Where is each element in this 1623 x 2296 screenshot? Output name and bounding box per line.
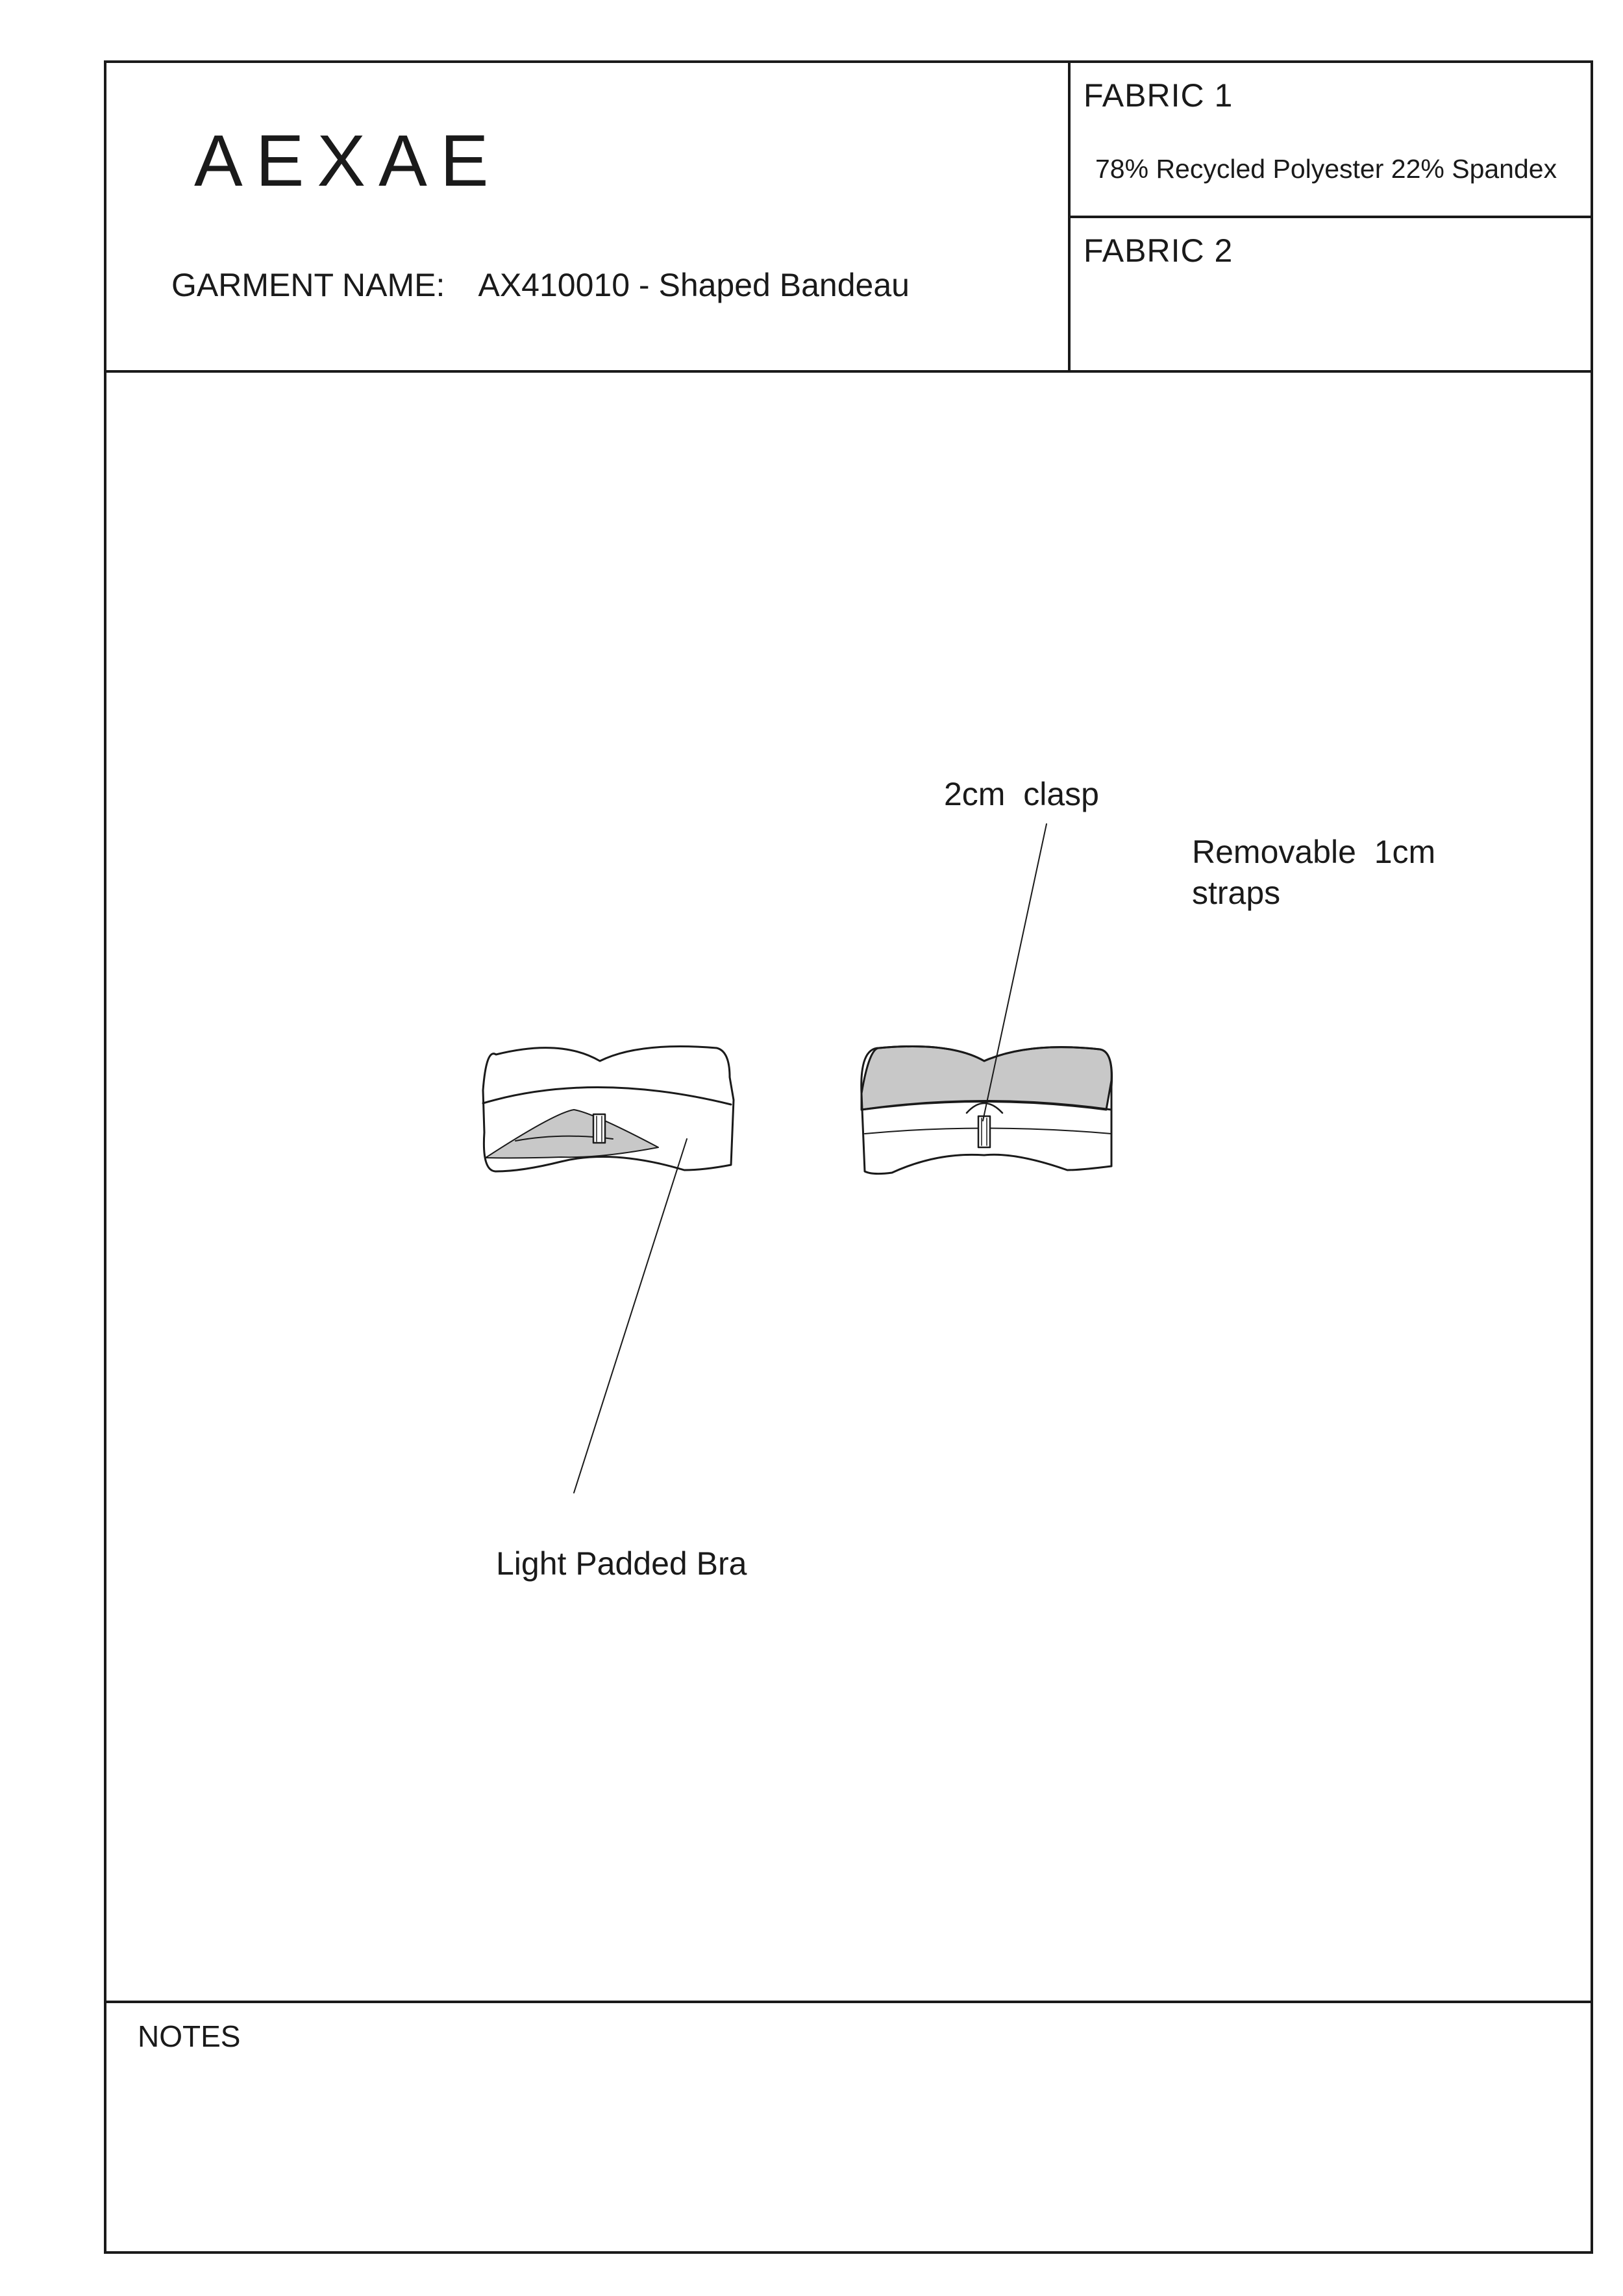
fabric2-title: FABRIC 2 bbox=[1084, 232, 1233, 269]
garment-name-value: AX410010 - Shaped Bandeau bbox=[478, 267, 910, 303]
notes-title: NOTES bbox=[138, 2019, 241, 2053]
clasp-callout: 2cm clasp bbox=[944, 776, 1099, 812]
garment-drawing-area bbox=[106, 373, 1591, 2001]
front-cup-seam bbox=[483, 1087, 731, 1104]
padding-leader-line bbox=[574, 1139, 687, 1493]
back-clasp-icon bbox=[978, 1116, 990, 1147]
front-clasp-icon bbox=[593, 1114, 605, 1143]
front-view-bandeau bbox=[483, 1047, 734, 1172]
straps-callout bbox=[1192, 832, 1435, 913]
notes-section bbox=[106, 2001, 1591, 2251]
straps-callout-line1: Removable 1cm bbox=[1192, 834, 1436, 870]
header bbox=[106, 63, 1591, 373]
back-view-bandeau bbox=[861, 1047, 1112, 1174]
fabric2-box bbox=[1071, 218, 1591, 370]
fabric1-title: FABRIC 1 bbox=[1084, 77, 1233, 114]
brand-logo: AEXAE bbox=[194, 120, 502, 201]
garment-name-label: GARMENT NAME: bbox=[171, 267, 445, 303]
garment-sketch bbox=[106, 373, 1596, 2001]
padding-callout: Light Padded Bra bbox=[496, 1545, 747, 1582]
tech-pack-sheet bbox=[104, 60, 1593, 2254]
fabric-panel bbox=[1071, 63, 1591, 370]
straps-callout-line2: straps bbox=[1192, 874, 1281, 911]
front-inner-band-shading bbox=[486, 1110, 658, 1158]
fabric1-value: 78% Recycled Polyester 22% Spandex bbox=[1095, 154, 1557, 184]
garment-name-row bbox=[171, 269, 910, 301]
fabric1-box bbox=[1071, 63, 1591, 218]
header-left bbox=[106, 63, 1071, 370]
